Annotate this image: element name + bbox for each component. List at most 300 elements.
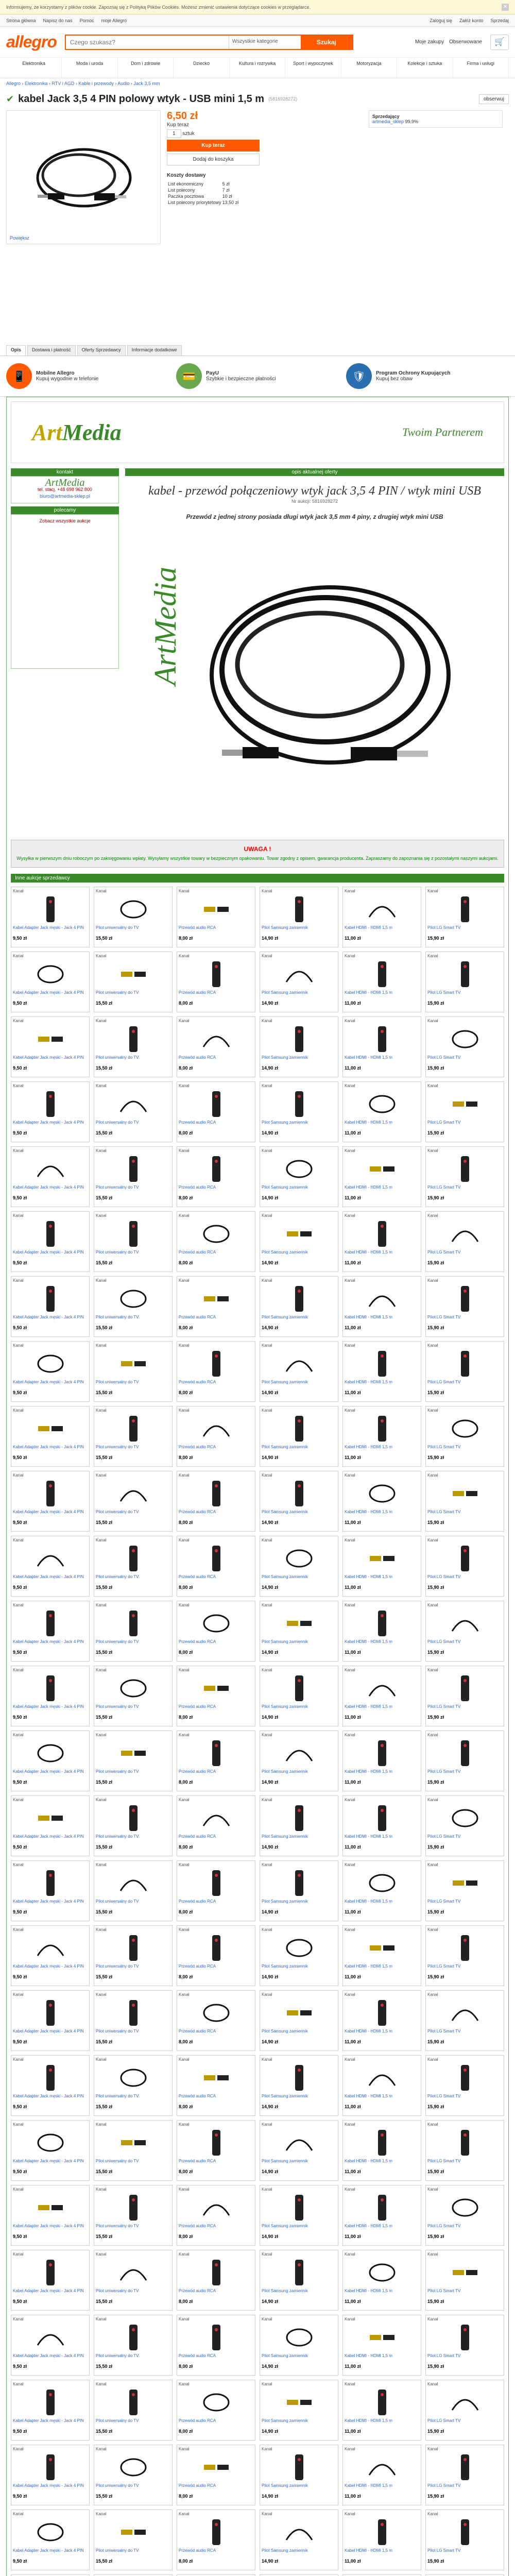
item-name[interactable]: Pilot LG Smart TV [427,2159,461,2163]
item-image[interactable] [427,2063,502,2092]
item-name[interactable]: Przewód audio RCA [179,2353,216,2358]
list-item[interactable] [177,2250,255,2311]
item-image[interactable] [262,2453,336,2482]
item-name[interactable]: Przewód audio RCA [179,1639,216,1644]
item-image[interactable] [427,895,502,924]
item-image[interactable] [96,2063,170,2092]
list-item[interactable] [342,1211,421,1272]
list-item[interactable] [342,1406,421,1467]
item-name[interactable]: Pilot LG Smart TV [427,2029,461,2033]
item-image[interactable] [427,1674,502,1703]
item-name[interactable]: Przewód audio RCA [179,1445,216,1449]
item-name[interactable]: Kabel Adapter Jack męski - Jack 4 PIN [13,1639,84,1644]
list-item[interactable] [11,1146,90,1207]
item-name[interactable]: Kabel Adapter Jack męski - Jack 4 PIN [13,2224,84,2228]
item-image[interactable] [345,2193,419,2222]
item-image[interactable] [96,1090,170,1118]
list-item[interactable] [425,2185,504,2246]
list-item[interactable] [94,1406,173,1467]
item-image[interactable] [13,1284,88,1313]
item-name[interactable]: Pilot Samsung zamiennik [262,1250,308,1255]
item-image[interactable] [96,2128,170,2157]
item-image[interactable] [179,1804,253,1833]
list-item[interactable] [94,887,173,947]
list-item[interactable] [177,1146,255,1207]
item-name[interactable]: Kabel HDMI - HDMI 1,5 m [345,1445,392,1449]
item-name[interactable]: Kabel Adapter Jack męski - Jack 4 PIN [13,1185,84,1190]
item-name[interactable]: Pilot Samsung zamiennik [262,2029,308,2033]
list-item[interactable] [342,1601,421,1662]
item-image[interactable] [427,1025,502,1054]
item-image[interactable] [96,1544,170,1573]
list-item[interactable] [260,1795,338,1856]
list-item[interactable] [11,2315,90,2376]
item-image[interactable] [262,1609,336,1638]
list-item[interactable] [94,1471,173,1532]
item-image[interactable] [179,2193,253,2222]
item-image[interactable] [179,2063,253,2092]
item-name[interactable]: Pilot LG Smart TV [427,1185,461,1190]
item-image[interactable] [345,1219,419,1248]
item-image[interactable] [427,2323,502,2352]
item-image[interactable] [96,1349,170,1378]
item-image[interactable] [345,1869,419,1897]
item-name[interactable]: Pilot LG Smart TV [427,2418,461,2423]
item-name[interactable]: Pilot uniwersalny do TV [96,2224,139,2228]
item-name[interactable]: Kabel HDMI - HDMI 1,5 m [345,1639,392,1644]
item-name[interactable]: Kabel Adapter Jack męski - Jack 4 PIN [13,1899,84,1904]
list-item[interactable] [11,1601,90,1662]
list-item[interactable] [94,1860,173,1921]
list-item[interactable] [94,1146,173,1207]
list-item[interactable] [425,1990,504,2051]
list-item[interactable] [425,1211,504,1272]
item-image[interactable] [262,2258,336,2287]
item-image[interactable] [13,2193,88,2222]
list-item[interactable] [342,1860,421,1921]
item-name[interactable]: Kabel Adapter Jack męski - Jack 4 PIN [13,2029,84,2033]
item-image[interactable] [427,1090,502,1118]
item-image[interactable] [179,1284,253,1313]
item-image[interactable] [13,1155,88,1183]
item-image[interactable] [345,2128,419,2157]
list-item[interactable] [342,1731,421,1791]
item-name[interactable]: Pilot uniwersalny do TV [96,2159,139,2163]
item-name[interactable]: Kabel HDMI - HDMI 1,5 m [345,925,392,930]
item-name[interactable]: Kabel Adapter Jack męski - Jack 4 PIN [13,1445,84,1449]
list-item[interactable] [11,1471,90,1532]
category-item[interactable]: Dziecko [174,58,229,78]
item-name[interactable]: Pilot LG Smart TV [427,1574,461,1579]
watched-link[interactable]: Obserwowane [449,39,482,45]
item-image[interactable] [262,2518,336,2547]
list-item[interactable] [425,2510,504,2570]
item-image[interactable] [96,2453,170,2482]
list-item[interactable] [425,1016,504,1077]
item-name[interactable]: Pilot LG Smart TV [427,2224,461,2228]
item-name[interactable]: Pilot uniwersalny do TV [96,1574,139,1579]
item-name[interactable]: Pilot Samsung zamiennik [262,1055,308,1060]
item-image[interactable] [179,1349,253,1378]
item-name[interactable]: Pilot Samsung zamiennik [262,1315,308,1319]
list-item[interactable] [11,2445,90,2505]
list-item[interactable] [425,2445,504,2505]
item-image[interactable] [427,1998,502,2027]
item-image[interactable] [427,1284,502,1313]
item-name[interactable]: Kabel Adapter Jack męski - Jack 4 PIN [13,1315,84,1319]
search-scope-select[interactable]: Wszystkie kategorie [229,36,301,49]
list-item[interactable] [11,1276,90,1337]
list-item[interactable] [342,1990,421,2051]
item-name[interactable]: Pilot uniwersalny do TV [96,925,139,930]
item-name[interactable]: Pilot Samsung zamiennik [262,1510,308,1514]
list-item[interactable] [177,887,255,947]
item-image[interactable] [262,2063,336,2092]
item-name[interactable]: Pilot LG Smart TV [427,990,461,995]
list-item[interactable] [94,952,173,1012]
item-name[interactable]: Kabel HDMI - HDMI 1,5 m [345,2029,392,2033]
item-image[interactable] [345,2323,419,2352]
item-name[interactable]: Kabel HDMI - HDMI 1,5 m [345,1120,392,1125]
item-name[interactable]: Pilot LG Smart TV [427,1769,461,1774]
item-name[interactable]: Przewód audio RCA [179,2159,216,2163]
item-image[interactable] [345,2063,419,2092]
item-image[interactable] [345,2258,419,2287]
item-name[interactable]: Pilot Samsung zamiennik [262,1185,308,1190]
list-item[interactable] [94,2510,173,2570]
item-image[interactable] [13,1934,88,1962]
item-name[interactable]: Pilot Samsung zamiennik [262,2159,308,2163]
list-item[interactable] [11,1016,90,1077]
item-name[interactable]: Pilot uniwersalny do TV [96,1185,139,1190]
item-image[interactable] [179,1674,253,1703]
item-image[interactable] [13,1090,88,1118]
list-item[interactable] [94,1990,173,2051]
category-item[interactable]: Kolekcje i sztuka [397,58,453,78]
item-image[interactable] [13,1544,88,1573]
item-name[interactable]: Pilot LG Smart TV [427,1510,461,1514]
item-name[interactable]: Pilot Samsung zamiennik [262,990,308,995]
item-name[interactable]: Przewód audio RCA [179,1574,216,1579]
item-image[interactable] [427,2193,502,2222]
item-name[interactable]: Pilot Samsung zamiennik [262,1574,308,1579]
item-image[interactable] [179,2323,253,2352]
list-item[interactable] [425,1666,504,1726]
item-name[interactable]: Pilot uniwersalny do TV [96,1964,139,1969]
item-image[interactable] [262,1219,336,1248]
list-item[interactable] [94,1795,173,1856]
item-name[interactable]: Kabel HDMI - HDMI 1,5 m [345,1055,392,1060]
list-item[interactable] [425,1276,504,1337]
item-image[interactable] [262,2388,336,2417]
item-image[interactable] [179,2128,253,2157]
list-item[interactable] [260,1276,338,1337]
list-item[interactable] [11,1731,90,1791]
item-name[interactable]: Pilot LG Smart TV [427,1899,461,1904]
item-image[interactable] [13,2063,88,2092]
list-item[interactable] [177,2510,255,2570]
item-name[interactable]: Kabel HDMI - HDMI 1,5 m [345,2353,392,2358]
list-item[interactable] [177,1341,255,1402]
register-link[interactable]: Załóż konto [459,18,484,23]
item-image[interactable] [13,2388,88,2417]
item-image[interactable] [96,1219,170,1248]
item-name[interactable]: Pilot uniwersalny do TV [96,2353,139,2358]
item-name[interactable]: Pilot uniwersalny do TV [96,1250,139,1255]
item-image[interactable] [13,1739,88,1768]
item-image[interactable] [179,1998,253,2027]
list-item[interactable] [11,2055,90,2116]
list-item[interactable] [177,1016,255,1077]
item-name[interactable]: Pilot LG Smart TV [427,1834,461,1839]
tab-info[interactable]: Informacje dodatkowe [127,345,182,355]
my-purchases-link[interactable]: Moje zakupy [415,39,444,45]
list-item[interactable] [425,1925,504,1986]
observe-button[interactable]: obserwuj [479,94,509,104]
item-name[interactable]: Kabel Adapter Jack męski - Jack 4 PIN [13,2418,84,2423]
item-image[interactable] [96,895,170,924]
item-image[interactable] [13,1609,88,1638]
list-item[interactable] [425,1146,504,1207]
item-image[interactable] [13,2518,88,2547]
category-item[interactable]: Firma i usługi [453,58,509,78]
item-name[interactable]: Pilot uniwersalny do TV [96,1639,139,1644]
item-image[interactable] [345,1674,419,1703]
list-item[interactable] [94,2445,173,2505]
item-name[interactable]: Kabel Adapter Jack męski - Jack 4 PIN [13,1834,84,1839]
list-item[interactable] [260,2120,338,2181]
item-image[interactable] [13,1804,88,1833]
list-item[interactable] [177,1536,255,1597]
close-icon[interactable]: ✕ [502,4,509,11]
item-image[interactable] [345,1998,419,2027]
product-gallery[interactable] [6,110,161,244]
item-name[interactable]: Kabel HDMI - HDMI 1,5 m [345,2483,392,2488]
item-name[interactable]: Kabel HDMI - HDMI 1,5 m [345,1574,392,1579]
item-name[interactable]: Pilot Samsung zamiennik [262,1445,308,1449]
item-name[interactable]: Kabel Adapter Jack męski - Jack 4 PIN [13,2289,84,2293]
promo-item[interactable] [176,361,339,391]
list-item[interactable] [177,2120,255,2181]
item-image[interactable] [345,960,419,989]
list-item[interactable] [177,1081,255,1142]
item-image[interactable] [96,1155,170,1183]
item-name[interactable]: Kabel HDMI - HDMI 1,5 m [345,1964,392,1969]
item-image[interactable] [345,1414,419,1443]
item-image[interactable] [427,2258,502,2287]
item-name[interactable]: Przewód audio RCA [179,2483,216,2488]
item-image[interactable] [262,960,336,989]
item-image[interactable] [96,2258,170,2287]
add-to-cart-button[interactable]: Dodaj do koszyka [167,154,260,165]
list-item[interactable] [177,2055,255,2116]
item-image[interactable] [427,1739,502,1768]
tab-delivery[interactable]: Dostawa i płatność [27,345,76,355]
item-image[interactable] [13,2453,88,2482]
list-item[interactable] [260,2315,338,2376]
item-image[interactable] [96,2193,170,2222]
item-name[interactable]: Pilot LG Smart TV [427,1445,461,1449]
item-image[interactable] [179,1739,253,1768]
list-item[interactable] [94,2380,173,2441]
item-name[interactable]: Pilot uniwersalny do TV [96,1704,139,1709]
item-name[interactable]: Kabel HDMI - HDMI 1,5 m [345,1769,392,1774]
list-item[interactable] [342,1146,421,1207]
item-image[interactable] [96,1284,170,1313]
list-item[interactable] [425,1471,504,1532]
cart-icon[interactable]: 🛒 [490,35,509,50]
item-name[interactable]: Przewód audio RCA [179,1250,216,1255]
list-item[interactable] [260,1146,338,1207]
list-item[interactable] [177,1666,255,1726]
item-image[interactable] [345,895,419,924]
list-item[interactable] [11,887,90,947]
item-name[interactable]: Kabel Adapter Jack męski - Jack 4 PIN [13,1055,84,1060]
item-name[interactable]: Pilot uniwersalny do TV [96,2289,139,2293]
tab-seller-offers[interactable]: Oferty Sprzedawcy [77,345,126,355]
item-name[interactable]: Kabel Adapter Jack męski - Jack 4 PIN [13,2094,84,2098]
item-image[interactable] [179,2453,253,2482]
list-item[interactable] [425,2315,504,2376]
item-image[interactable] [345,2518,419,2547]
list-item[interactable] [342,952,421,1012]
list-item[interactable] [94,1211,173,1272]
login-link[interactable]: Zaloguj się [430,18,452,23]
item-name[interactable]: Kabel Adapter Jack męski - Jack 4 PIN [13,1510,84,1514]
item-image[interactable] [345,1025,419,1054]
item-name[interactable]: Kabel Adapter Jack męski - Jack 4 PIN [13,1964,84,1969]
list-item[interactable] [177,2445,255,2505]
list-item[interactable] [342,1471,421,1532]
list-item[interactable] [11,1211,90,1272]
all-auctions-link[interactable]: Zobacz wszystkie aukcje [39,518,91,523]
item-name[interactable]: Kabel HDMI - HDMI 1,5 m [345,990,392,995]
item-image[interactable] [345,1934,419,1962]
zoom-link[interactable]: Powiększ [10,235,30,241]
item-name[interactable]: Pilot Samsung zamiennik [262,925,308,930]
item-image[interactable] [179,1609,253,1638]
item-name[interactable]: Pilot uniwersalny do TV [96,2548,139,2553]
item-name[interactable]: Pilot uniwersalny do TV [96,1315,139,1319]
item-name[interactable]: Kabel Adapter Jack męski - Jack 4 PIN [13,1250,84,1255]
item-name[interactable]: Pilot uniwersalny do TV [96,1834,139,1839]
list-item[interactable] [11,952,90,1012]
item-image[interactable] [96,2323,170,2352]
item-name[interactable]: Pilot LG Smart TV [427,2289,461,2293]
item-name[interactable]: Kabel HDMI - HDMI 1,5 m [345,2159,392,2163]
list-item[interactable] [342,2055,421,2116]
list-item[interactable] [425,1795,504,1856]
item-name[interactable]: Pilot Samsung zamiennik [262,1899,308,1904]
item-image[interactable] [427,1219,502,1248]
item-name[interactable]: Pilot Samsung zamiennik [262,2094,308,2098]
item-name[interactable]: Kabel HDMI - HDMI 1,5 m [345,1510,392,1514]
item-image[interactable] [96,1674,170,1703]
item-name[interactable]: Przewód audio RCA [179,990,216,995]
list-item[interactable] [260,1925,338,1986]
item-name[interactable]: Pilot Samsung zamiennik [262,2224,308,2228]
list-item[interactable] [94,1536,173,1597]
item-name[interactable]: Pilot LG Smart TV [427,1380,461,1384]
item-name[interactable]: Pilot uniwersalny do TV [96,1445,139,1449]
item-image[interactable] [345,1349,419,1378]
list-item[interactable] [425,887,504,947]
category-item[interactable]: Moda i uroda [62,58,117,78]
category-item[interactable]: Kultura i rozrywka [230,58,285,78]
item-name[interactable]: Pilot LG Smart TV [427,1704,461,1709]
item-name[interactable]: Pilot Samsung zamiennik [262,1704,308,1709]
item-name[interactable]: Kabel HDMI - HDMI 1,5 m [345,2289,392,2293]
list-item[interactable] [260,1601,338,1662]
item-name[interactable]: Pilot LG Smart TV [427,1639,461,1644]
list-item[interactable] [177,1471,255,1532]
list-item[interactable] [94,1341,173,1402]
contact-mail[interactable]: biuro@artmedia-sklep.pl [40,494,90,499]
list-item[interactable] [260,1860,338,1921]
item-image[interactable] [262,1934,336,1962]
category-item[interactable]: Elektronika [6,58,62,78]
item-name[interactable]: Kabel HDMI - HDMI 1,5 m [345,1185,392,1190]
list-item[interactable] [425,1731,504,1791]
list-item[interactable] [260,2185,338,2246]
item-name[interactable]: Pilot Samsung zamiennik [262,1769,308,1774]
item-name[interactable]: Przewód audio RCA [179,1380,216,1384]
item-name[interactable]: Pilot Samsung zamiennik [262,2289,308,2293]
item-image[interactable] [179,2518,253,2547]
item-image[interactable] [96,2518,170,2547]
item-name[interactable]: Pilot uniwersalny do TV [96,2094,139,2098]
item-image[interactable] [96,1869,170,1897]
topbar-link[interactable]: Pomoc [79,18,94,23]
list-item[interactable] [260,952,338,1012]
item-image[interactable] [179,1544,253,1573]
item-name[interactable]: Pilot uniwersalny do TV [96,1769,139,1774]
item-name[interactable]: Pilot Samsung zamiennik [262,1834,308,1839]
promo-item[interactable] [6,361,169,391]
list-item[interactable] [342,2250,421,2311]
item-name[interactable]: Przewód audio RCA [179,2289,216,2293]
item-image[interactable] [262,1349,336,1378]
list-item[interactable] [11,1406,90,1467]
item-image[interactable] [262,2128,336,2157]
item-name[interactable]: Przewód audio RCA [179,2548,216,2553]
item-image[interactable] [427,2453,502,2482]
item-name[interactable]: Kabel HDMI - HDMI 1,5 m [345,1899,392,1904]
item-name[interactable]: Przewód audio RCA [179,925,216,930]
item-image[interactable] [345,2388,419,2417]
item-name[interactable]: Przewód audio RCA [179,1899,216,1904]
item-name[interactable]: Pilot Samsung zamiennik [262,1964,308,1969]
list-item[interactable] [94,2315,173,2376]
item-image[interactable] [262,895,336,924]
item-image[interactable] [13,1674,88,1703]
item-name[interactable]: Kabel HDMI - HDMI 1,5 m [345,1834,392,1839]
item-name[interactable]: Pilot Samsung zamiennik [262,2418,308,2423]
list-item[interactable] [11,2380,90,2441]
list-item[interactable] [260,1990,338,2051]
item-image[interactable] [345,2453,419,2482]
buy-now-button[interactable]: Kup teraz [167,140,260,151]
item-image[interactable] [96,1934,170,1962]
list-item[interactable] [11,1795,90,1856]
list-item[interactable] [342,1666,421,1726]
item-name[interactable]: Pilot LG Smart TV [427,2548,461,2553]
list-item[interactable] [260,1081,338,1142]
item-image[interactable] [179,1025,253,1054]
list-item[interactable] [342,887,421,947]
list-item[interactable] [177,1211,255,1272]
item-name[interactable]: Pilot Samsung zamiennik [262,1380,308,1384]
